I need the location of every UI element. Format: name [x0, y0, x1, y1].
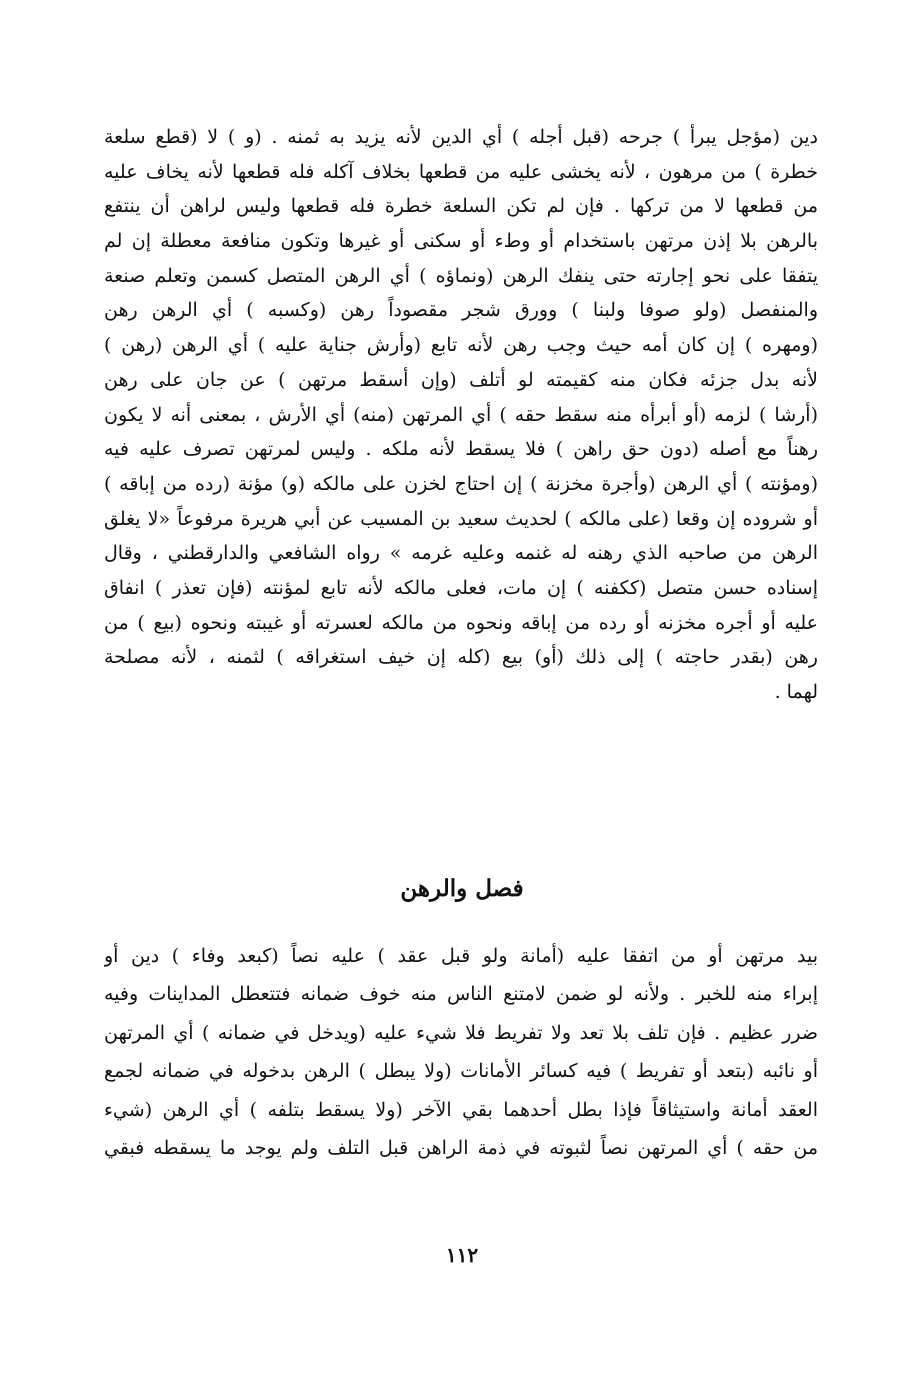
- text-line: ضرر عظيم . فإن تلف بلا تعد ولا تفريط فلا شيء عليه (ويدخل في ضمانه ) أي المرتهن: [104, 1021, 818, 1044]
- text-line: من قطعها لا من تركها . فإن لم تكن السلعة خطرة فله قطعها وليس لراهن أن ينتفع: [104, 195, 818, 218]
- text-line: الرهن من صاحبه الذي رهنه له غنمه وعليه غرمه » رواه الشافعي والدارقطني ، وقال: [104, 542, 818, 565]
- text-line: بالرهن بلا إذن مرتهن باستخدام أو وطء أو سكنى أو غيرها وتكون منافعة معطلة إن لم: [104, 230, 818, 253]
- text-line: (ومهره ) إن كان أمه حيث وجب رهن لأنه تابع (وأرش جناية عليه ) أي الرهن (رهن ): [104, 334, 818, 357]
- text-line: بيد مرتهن أو من اتفقا عليه (أمانة ولو قبل عقد ) عليه نصاً (كبعد وفاء ) دين أو: [104, 945, 818, 967]
- text-line: لأنه بدل جزئه فكان منه كقيمته لو أتلف (وإن أسقط مرتهن ) عن جان على رهن: [104, 368, 818, 391]
- text-line: من حقه ) أي المرتهن نصاً لثبوته في ذمة الراهن قبل التلف ولم يوجد ما يسقطه فبقي: [104, 1136, 818, 1159]
- text-line: (ومؤنته ) أي الرهن (وأجرة مخزنة ) إن احتاج لخزن على مالكه (و) مؤنة (رده من إباقه ): [104, 472, 818, 495]
- text-line: خطرة ) من مرهون ، لأنه يخشى عليه من قطعها بخلاف آكله فله قطعها لأنه يخاف عليه: [104, 160, 818, 183]
- text-line: والمنفصل (ولو صوفا ولبنا ) وورق شجر مقصوداً رهن (وكسبه ) أي الرهن رهن: [104, 299, 818, 322]
- text-line: عليه أو أجره مخزنه أو رده من إباقه ونحوه من مالكه لعسرته أو غيبته ونحوه (بيع ) من: [104, 611, 818, 634]
- text-line: أو نائبه (بتعد أو تفريط ) فيه كسائر الأمانات (ولا يبطل ) الرهن بدخوله في ضمانه لجمع: [104, 1060, 818, 1083]
- text-line: العقد أمانة واستيثاقاً فإذا بطل أحدهما بقي الآخر (ولا يسقط بتلفه ) أي الرهن (شيء: [104, 1098, 818, 1121]
- section-heading: فصل والرهن: [400, 875, 524, 902]
- text-line: إسناده حسن متصل (ككفنه ) إن مات، فعلى مالكه لأنه تابع لمؤنته (فإن تعذر ) انفاق: [104, 576, 818, 599]
- main-text-block: [104, 120, 818, 710]
- page-number: ١١٢: [445, 1243, 479, 1267]
- text-line: أو شروده إن وقعا (على مالكه ) لحديث سعيد بن المسيب عن أبي هريرة مرفوعاً «لا يغلق: [104, 507, 818, 530]
- text-line: (أرشا ) لزمه (أو أبرأه منه سقط حقه ) أي المرتهن (منه) أي الأرش ، بمعنى أنه لا يكون: [104, 403, 818, 426]
- text-line: رهن (بقدر حاجته ) إلى ذلك (أو) بيع (كله إن خيف استغراقه ) لثمنه ، لأنه مصلحة: [104, 646, 818, 669]
- text-line: رهناً مع أصله (دون حق راهن ) فلا يسقط لأنه ملكه . وليس لمرتهن تصرف عليه فيه: [104, 438, 818, 461]
- section-text-block: [104, 937, 818, 1167]
- text-line: إبراء منه للخبر . ولأنه لو ضمن لامتنع الناس منه خوف ضمانه فتتعطل المداينات وفيه: [104, 983, 818, 1006]
- text-line: دين (مؤجل يبرأ ) جرحه (قبل أجله ) أي الدين لأنه يزيد به ثمنه . (و ) لا (قطع سلعة: [104, 126, 818, 148]
- text-line: يتفقا على نحو إجارته حتى ينفك الرهن (ونماؤه ) أي الرهن المتصل كسمن وتعلم صنعة: [104, 264, 818, 287]
- text-line: لهما .: [774, 681, 818, 703]
